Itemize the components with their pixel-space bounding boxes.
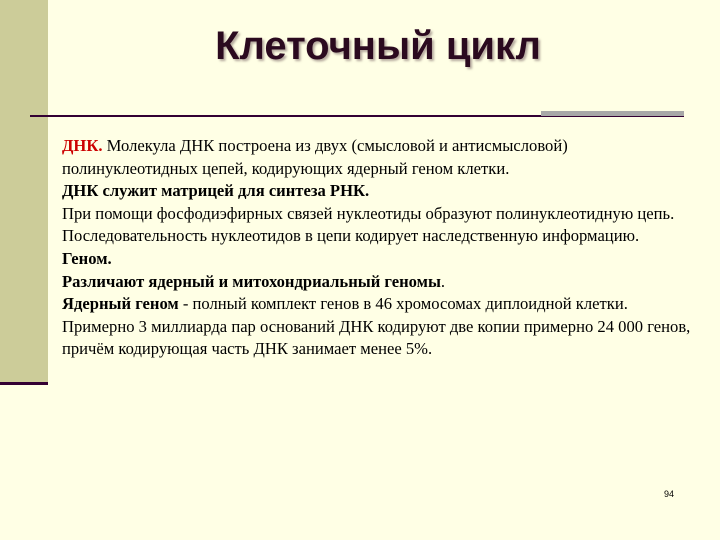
paragraph-genome-types [62, 271, 702, 294]
genome-types-tail: . [440, 271, 446, 291]
slide-title: Клеточный цикл [215, 24, 541, 68]
dna-label: ДНК. [62, 136, 103, 155]
nuclear-genome-label: Ядерный геном [62, 294, 179, 314]
paragraph-genome-heading: Геном. [62, 248, 112, 268]
paragraph-dna [62, 135, 702, 180]
paragraph-nuclear-genome [62, 293, 702, 361]
paragraph-phosphodiester: При помощи фосфодиэфирных связей нуклеотиды образуют полинуклеотидную цепь. Последовательность нуклеотидов в цепи кодирует наследственную информацию. [62, 203, 675, 246]
divider-accent [541, 111, 684, 116]
side-decor-underline [0, 382, 48, 385]
genome-types-text: Различают ядерный и митохондриальный геномы [62, 271, 441, 291]
paragraph-dna-template: ДНК служит матрицей для синтеза РНК. [62, 181, 370, 201]
dna-description: Молекула ДНК построена из двух (смысловой и антисмысловой) полинуклеотидных цепей, кодирующих ядерный геном клетки. [62, 136, 568, 178]
nuclear-genome-description: - полный комплект генов в 46 хромосомах диплоидной клетки. Примерно 3 миллиарда пар оснований ДНК кодируют две копии примерно 24 000 генов, причём кодирующая часть ДНК занимает менее 5%. [62, 294, 691, 359]
page-number: 94 [664, 489, 675, 499]
slide-body [62, 135, 702, 361]
